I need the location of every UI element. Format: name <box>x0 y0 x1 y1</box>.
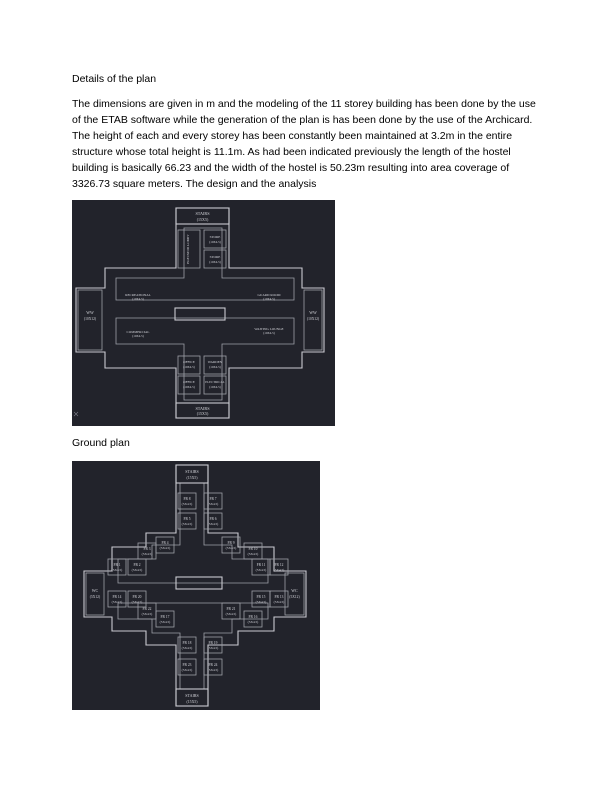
plan2-room-dim: (5X4.5) <box>247 552 259 556</box>
plan2-room-dim: (5X4.5) <box>207 522 219 526</box>
plan2-wc-left <box>86 573 104 615</box>
plan1-stairs-top-dim: (15X5) <box>196 217 209 222</box>
plan2-room-id: FR 10 <box>248 547 258 551</box>
plan2-room-dim: (5X4.5) <box>207 646 219 650</box>
plan1-store-2 <box>204 250 226 268</box>
plan1-commercial-dim: (10X4.5) <box>132 334 144 338</box>
plan2-outline <box>84 465 306 706</box>
plan1-elevator-label: ELEVATOR LOBBY <box>186 234 190 264</box>
plan2-room-id: FR 14 <box>112 595 122 599</box>
plan2-room-id: FR 16 <box>248 615 258 619</box>
plan2-room-box <box>178 659 196 675</box>
plan1-ww-dim: (10X12) <box>83 317 97 321</box>
plan1-ww2-dim: (10X12) <box>306 317 320 321</box>
plan2-room-box <box>252 591 270 607</box>
plan-drawing-1 <box>72 200 335 426</box>
plan2-room-box <box>252 559 270 575</box>
plan2-room-box <box>222 603 240 619</box>
plan2-room-id: FR 1 <box>113 563 121 567</box>
body-paragraph: The dimensions are given in m and the modeling of the 11 storey building has been done by the use of the ETAB software while the generation of the plan is has been done by the use of the Archicard. The height of each and every storey has been constantly been maintained at 3.2m in the entire structure whose total height is 11.1m. As had been indicated previously the length of the hostel building is basically 66.23 and the width of the hostel is 50.23m resulting into area coverage of 3326.73 square meters. The design and the analysis <box>72 98 536 190</box>
plan2-room-dim: (5X4.5) <box>141 612 153 616</box>
plan2-stairs-bottom-dim: (15X5) <box>186 700 198 704</box>
plan1-ww2-label: WW <box>309 310 317 315</box>
plan1-stairs-top-label: STAIRS <box>195 211 210 216</box>
plan2-room-dim: (5X4.5) <box>181 502 193 506</box>
plan2-wc-right-label: WC <box>291 588 298 593</box>
plan2-room-dim: (5X4.5) <box>181 668 193 672</box>
plan2-room-id: FR 12 <box>274 563 284 567</box>
plan1-lounge-label: WAITING LOUNGE <box>254 327 284 331</box>
section-heading: Details of the plan <box>72 73 157 85</box>
plan1-store-label: STORE <box>209 235 221 239</box>
plan2-room-box <box>270 559 288 575</box>
plan2-room-dim: (5X4.5) <box>225 546 237 550</box>
plan2-stairs-top-dim: (15X5) <box>186 476 198 480</box>
plan2-room-id: FR 3 <box>143 547 151 551</box>
plan2-room-id: FR 9 <box>227 541 235 545</box>
plan1-guard-label: GUARD ROOM <box>257 293 281 297</box>
plan1-store2-dim: (10X4.5) <box>209 260 221 264</box>
plan2-room-id: FR 17 <box>160 615 170 619</box>
plan2-room-dim: (5X4.5) <box>247 620 259 624</box>
plan1-guard-dim: (10X4.5) <box>263 297 275 301</box>
ground-plan-drawing <box>72 461 320 710</box>
plan2-room-id: FR 21 <box>226 607 236 611</box>
plan2-room-dim: (5X4.5) <box>255 568 267 572</box>
plan2-wc-right-dim: (5X12) <box>289 595 300 599</box>
plan1-office-label: OFFICE <box>183 360 195 364</box>
plan2-room-id: FR 15 <box>256 595 266 599</box>
plan2-corridor <box>118 483 268 689</box>
plan2-room-id: FR 5 <box>183 517 191 521</box>
plan2-room-dim: (5X4.5) <box>181 522 193 526</box>
plan2-room-dim: (5X4.5) <box>141 552 153 556</box>
plan2-room-box <box>128 559 146 575</box>
plan1-store2-label: STORE <box>209 255 221 259</box>
plan2-room-box <box>108 591 126 607</box>
plan1-commercial-label: COMMERCIAL <box>126 330 150 334</box>
plan1-store-1 <box>204 230 226 248</box>
plan2-room-id: FR 11 <box>256 563 266 567</box>
plan1-office-dim: (10X4.5) <box>183 365 195 369</box>
plan2-room-dim: (5X4.5) <box>181 646 193 650</box>
plan2-room-dim: (5X4.5) <box>111 568 123 572</box>
plan1-stairs-bottom-dim: (15X5) <box>196 411 209 416</box>
plan1-electrical-label: ELECTRICAL <box>205 380 225 384</box>
plan2-stairs-top <box>176 465 208 483</box>
ucs-icon <box>74 412 78 416</box>
plan2-stairs-top-label: STAIRS <box>185 469 199 474</box>
plan1-store-dim: (10X4.5) <box>209 240 221 244</box>
plan2-room-box <box>138 543 156 559</box>
plan2-rooms <box>108 493 288 675</box>
plan1-electrical-dim: (10X4.5) <box>209 385 221 389</box>
plan2-room-box <box>178 513 196 529</box>
plan2-room-dim: (5X4.5) <box>159 546 171 550</box>
plan2-room-box <box>108 559 126 575</box>
plan2-room-box <box>204 513 222 529</box>
plan2-room-dim: (5X4.5) <box>159 620 171 624</box>
plan2-room-dim: (5X4.5) <box>273 568 285 572</box>
plan2-room-id: FR 2 <box>133 563 141 567</box>
plan2-room-box <box>128 591 146 607</box>
plan1-office2-dim: (10X4.5) <box>183 385 195 389</box>
plan1-office2-label: OFFICE <box>183 380 195 384</box>
plan2-room-dim: (5X4.5) <box>255 600 267 604</box>
plan1-stairs-bottom-label: STAIRS <box>195 406 210 411</box>
plan2-wc-left-label: WC <box>91 588 99 593</box>
plan1-warden-dim: (10X4.5) <box>209 365 221 369</box>
plan2-wc-left-dim: (5X12) <box>89 595 101 599</box>
plan2-stairs-bottom-label: STAIRS <box>185 693 199 698</box>
plan2-room-box <box>178 637 196 653</box>
plan2-room-id: FR 24 <box>208 663 218 667</box>
plan2-room-dim: (5X4.5) <box>131 600 143 604</box>
plan2-room-dim: (5X4.5) <box>207 668 219 672</box>
plan2-room-box <box>138 603 156 619</box>
plan2-room-id: FR 22 <box>142 607 152 611</box>
plan2-room-dim: (5X4.5) <box>131 568 143 572</box>
plan2-room-box <box>178 493 196 509</box>
plan2-room-id: FR 19 <box>208 641 218 645</box>
plan1-recreation-dim: (10X4.5) <box>132 297 144 301</box>
plan2-room-dim: (5X4.5) <box>111 600 123 604</box>
plan2-room-dim: (5X4.5) <box>207 502 219 506</box>
plan2-room-box <box>244 543 262 559</box>
plan2-room-id: FR 8 <box>183 497 191 501</box>
plan2-room-id: FR 6 <box>209 517 217 521</box>
plan2-room-id: FR 7 <box>209 497 217 501</box>
plan2-room-id: FR 20 <box>132 595 142 599</box>
plan2-room-box <box>204 659 222 675</box>
plan2-room-dim: (5X4.5) <box>273 600 285 604</box>
plan1-lounge-dim: (10X4.5) <box>263 331 275 335</box>
plan2-room-id: FR 23 <box>182 663 192 667</box>
plan1-recreation-label: RECREATIONAL <box>125 293 151 297</box>
plan2-room-id: FR 4 <box>161 541 169 545</box>
figure-caption: Ground plan <box>72 437 130 449</box>
plan1-ww-label: WW <box>86 310 94 315</box>
plan2-room-box <box>204 493 222 509</box>
plan2-room-id: FR 18 <box>182 641 192 645</box>
plan2-room-dim: (5X4.5) <box>225 612 237 616</box>
plan2-room-id: FR 13 <box>274 595 284 599</box>
plan1-warden-label: WARDEN <box>207 360 223 364</box>
plan2-room-box <box>156 611 174 627</box>
